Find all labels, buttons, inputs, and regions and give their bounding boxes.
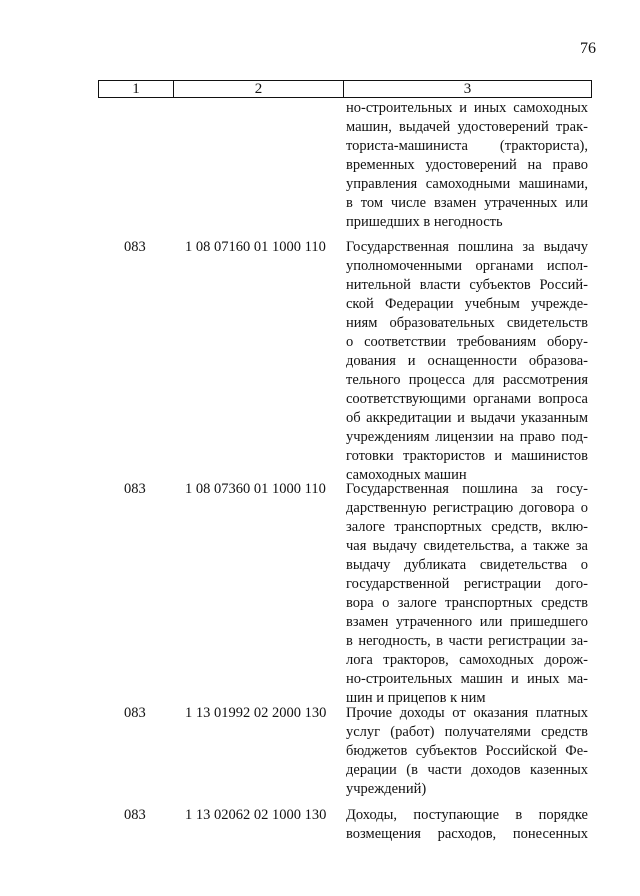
text-line: учреждений) xyxy=(346,781,427,797)
row-description xyxy=(346,99,588,232)
page-number: 76 xyxy=(580,40,596,57)
row-description xyxy=(346,704,588,799)
text-line: вора о залоге транспортных средств xyxy=(346,595,588,611)
text-line: чая выдачу свидетельства, а также за xyxy=(346,538,588,554)
text-line: об аккредитации и выдачи указанным xyxy=(346,410,588,426)
text-line: управления самоходными машинами, xyxy=(346,176,588,192)
budget-code: 1 13 01992 02 2000 130 xyxy=(185,705,327,721)
row-description xyxy=(346,806,588,844)
text-line: взамен утраченного или пришедшего xyxy=(346,614,588,630)
text-line: Государственная пошлина за выдачу xyxy=(346,239,588,255)
text-line: но-строительных и иных самоходных xyxy=(346,100,588,116)
text-line: ской Федерации учебным учрежде- xyxy=(346,296,588,312)
text-line: государственной регистрации дого- xyxy=(346,576,588,592)
text-line: дарственную регистрацию договора о xyxy=(346,500,588,516)
text-line: Государственная пошлина за госу- xyxy=(346,481,588,497)
text-line: но-строительных машин и иных ма- xyxy=(346,671,588,687)
text-line: возмещения расходов, понесенных xyxy=(346,826,588,842)
text-line: в том числе взамен утраченных или xyxy=(346,195,588,211)
text-line: машин, выдачей удостоверений трак- xyxy=(346,119,588,135)
text-line: пришедших в негодность xyxy=(346,214,503,230)
header-col-1: 1 xyxy=(99,81,174,97)
text-line: выдачу дубликата свидетельства о xyxy=(346,557,588,573)
text-line: Прочие доходы от оказания платных xyxy=(346,705,588,721)
text-line: шин и прицепов к ним xyxy=(346,690,486,706)
admin-code: 083 xyxy=(124,481,146,497)
text-line: ториста-машиниста (тракториста), xyxy=(346,138,588,154)
table-header xyxy=(98,80,592,98)
text-line: залоге транспортных средств, вклю- xyxy=(346,519,588,535)
budget-code: 1 08 07360 01 1000 110 xyxy=(185,481,326,497)
text-line: дерации (в части доходов казенных xyxy=(346,762,588,778)
text-line: тельного процесса для рассмотрения xyxy=(346,372,588,388)
budget-code: 1 13 02062 02 1000 130 xyxy=(185,807,327,823)
text-line: в негодность, в части регистрации за- xyxy=(346,633,588,649)
text-line: самоходных машин xyxy=(346,467,467,483)
text-line: нительной власти субъектов Россий- xyxy=(346,277,588,293)
text-line: временных удостоверений на право xyxy=(346,157,588,173)
text-line: учреждениям лицензии на право под- xyxy=(346,429,588,445)
text-line: бюджетов субъектов Российской Фе- xyxy=(346,743,588,759)
header-col-2: 2 xyxy=(174,81,344,97)
admin-code: 083 xyxy=(124,807,146,823)
text-line: соответствующими органами вопроса xyxy=(346,391,588,407)
text-line: Доходы, поступающие в порядке xyxy=(346,807,588,823)
header-col-3: 3 xyxy=(463,81,472,97)
admin-code: 083 xyxy=(124,705,146,721)
budget-code: 1 08 07160 01 1000 110 xyxy=(185,239,326,255)
text-line: лога тракторов, самоходных дорож- xyxy=(346,652,588,668)
row-description xyxy=(346,480,588,708)
text-line: дования и оснащенности образова- xyxy=(346,353,588,369)
text-line: готовки трактористов и машинистов xyxy=(346,448,588,464)
text-line: о соответствии требованиям обору- xyxy=(346,334,588,350)
text-line: ниям образовательных свидетельств xyxy=(346,315,588,331)
text-line: услуг (работ) получателями средств xyxy=(346,724,588,740)
text-line: уполномоченными органами испол- xyxy=(346,258,588,274)
admin-code: 083 xyxy=(124,239,146,255)
row-description xyxy=(346,238,588,485)
